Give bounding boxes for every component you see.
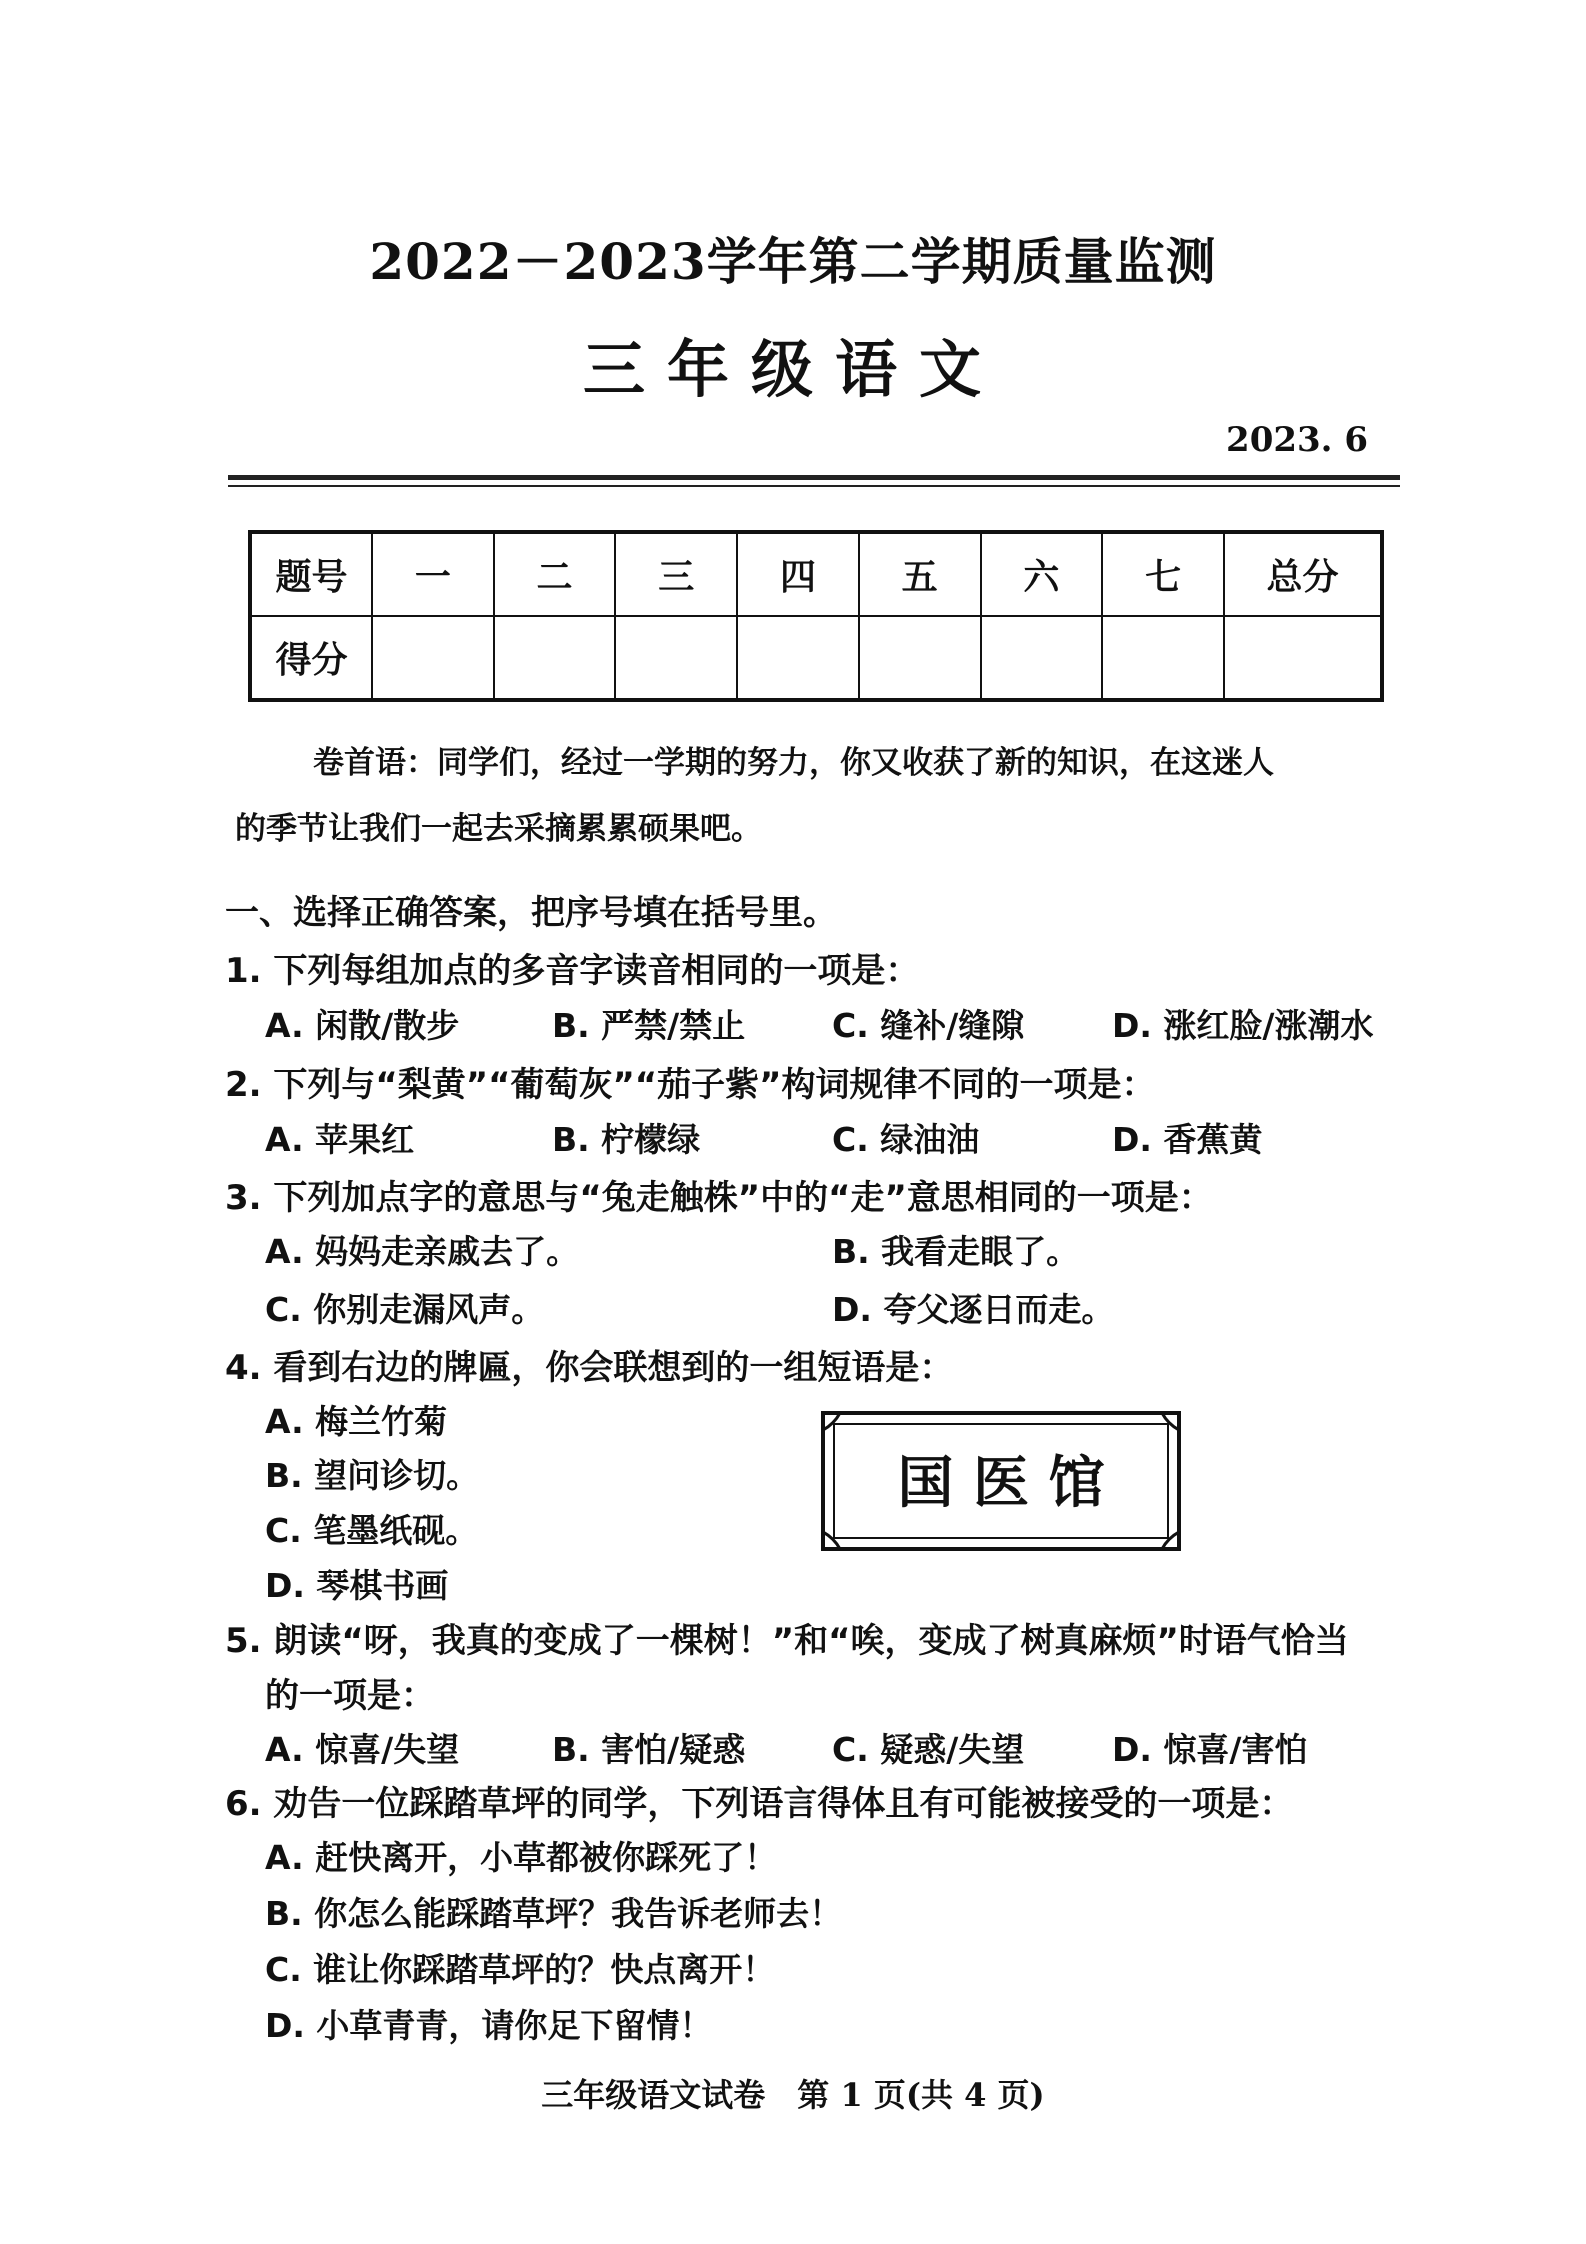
q3-option-d: D. 夸父逐日而走。 (832, 1290, 1115, 1329)
q5-option-d: D. 惊喜/害怕 (1112, 1730, 1308, 1769)
q3-option-b: B. 我看走眼了。 (832, 1232, 1080, 1271)
plaque-image (820, 1410, 1182, 1552)
q6-option-a: A. 赶快离开，小草都被你踩死了！ (265, 1838, 778, 1877)
q5-option-b: B. 害怕/疑惑 (552, 1730, 746, 1769)
score-table-column: 总分 (1224, 532, 1382, 616)
score-cell[interactable] (981, 616, 1103, 700)
q2-option-a: A. 苹果红 (265, 1120, 415, 1159)
score-table-column: 四 (737, 532, 859, 616)
score-table (248, 530, 1384, 702)
exam-date: 2023. 6 (1226, 420, 1368, 460)
score-table-column: 五 (859, 532, 981, 616)
q4-option-c: C. 笔墨纸砚。 (265, 1511, 479, 1550)
intro-line-1: 卷首语：同学们，经过一学期的努力，你又收获了新的知识，在这迷人 (313, 745, 1274, 781)
exam-title: 2022－2023学年第二学期质量监测 (369, 232, 1217, 291)
q4-option-a: A. 梅兰竹菊 (265, 1402, 448, 1441)
score-cell[interactable] (1224, 616, 1382, 700)
question-1-stem: 1. 下列每组加点的多音字读音相同的一项是： (225, 951, 920, 991)
q4-option-d: D. 琴棋书画 (265, 1566, 449, 1605)
q6-option-d: D. 小草青青，请你足下留情！ (265, 2006, 713, 2045)
score-cell[interactable] (1102, 616, 1224, 700)
question-3-stem: 3. 下列加点字的意思与“兔走触株”中的“走”意思相同的一项是： (225, 1178, 1213, 1218)
score-cell[interactable] (859, 616, 981, 700)
score-table-column: 一 (372, 532, 494, 616)
page-footer: 三年级语文试卷 第 1 页(共 4 页) (541, 2076, 1045, 2114)
q3-option-a: A. 妈妈走亲戚去了。 (265, 1232, 580, 1271)
score-table-header-row (250, 532, 1382, 616)
q6-option-b: B. 你怎么能踩踏草坪？我告诉老师去！ (265, 1894, 843, 1933)
q5-option-c: C. 疑惑/失望 (832, 1730, 1025, 1769)
question-5-stem-1: 5. 朗读“呀，我真的变成了一棵树！”和“唉，变成了树真麻烦”时语气恰当 (225, 1621, 1349, 1661)
score-table-column: 七 (1102, 532, 1224, 616)
plaque-text: 国 医 馆 (897, 1451, 1105, 1516)
score-cell[interactable] (494, 616, 616, 700)
q2-option-d: D. 香蕉黄 (1112, 1120, 1263, 1159)
score-cell[interactable] (737, 616, 859, 700)
question-2-stem: 2. 下列与“梨黄”“葡萄灰”“茄子紫”构词规律不同的一项是： (225, 1065, 1156, 1105)
q2-option-b: B. 柠檬绿 (552, 1120, 701, 1159)
q1-option-b: B. 严禁/禁止 (552, 1006, 746, 1045)
q3-option-c: C. 你别走漏风声。 (265, 1290, 545, 1329)
intro-line-2: 的季节让我们一起去采摘累累硕果吧。 (235, 811, 762, 847)
q5-option-a: A. 惊喜/失望 (265, 1730, 460, 1769)
score-table-column: 六 (981, 532, 1103, 616)
question-5-stem-2: 的一项是： (265, 1676, 435, 1716)
score-table-column: 三 (615, 532, 737, 616)
header-rule-thin (228, 485, 1400, 487)
q4-option-b: B. 望问诊切。 (265, 1456, 480, 1495)
question-4-stem: 4. 看到右边的牌匾，你会联想到的一组短语是： (225, 1348, 954, 1388)
q2-option-c: C. 绿油油 (832, 1120, 980, 1159)
q1-option-d: D. 涨红脸/涨潮水 (1112, 1006, 1374, 1045)
score-cell[interactable] (372, 616, 494, 700)
score-table-score-row (250, 616, 1382, 700)
q6-option-c: C. 谁让你踩踏草坪的？快点离开！ (265, 1950, 776, 1989)
score-cell[interactable] (615, 616, 737, 700)
header-rule (228, 475, 1400, 480)
q1-option-c: C. 缝补/缝隙 (832, 1006, 1025, 1045)
score-table-row-label: 题号 (250, 532, 372, 616)
question-6-stem: 6. 劝告一位踩踏草坪的同学，下列语言得体且有可能被接受的一项是： (225, 1784, 1294, 1824)
score-table-row-label: 得分 (250, 616, 372, 700)
exam-subtitle: 三年级语文 (582, 333, 1003, 406)
q1-option-a: A. 闲散/散步 (265, 1006, 460, 1045)
score-table-column: 二 (494, 532, 616, 616)
section-heading: 一、选择正确答案，把序号填在括号里。 (225, 893, 837, 933)
